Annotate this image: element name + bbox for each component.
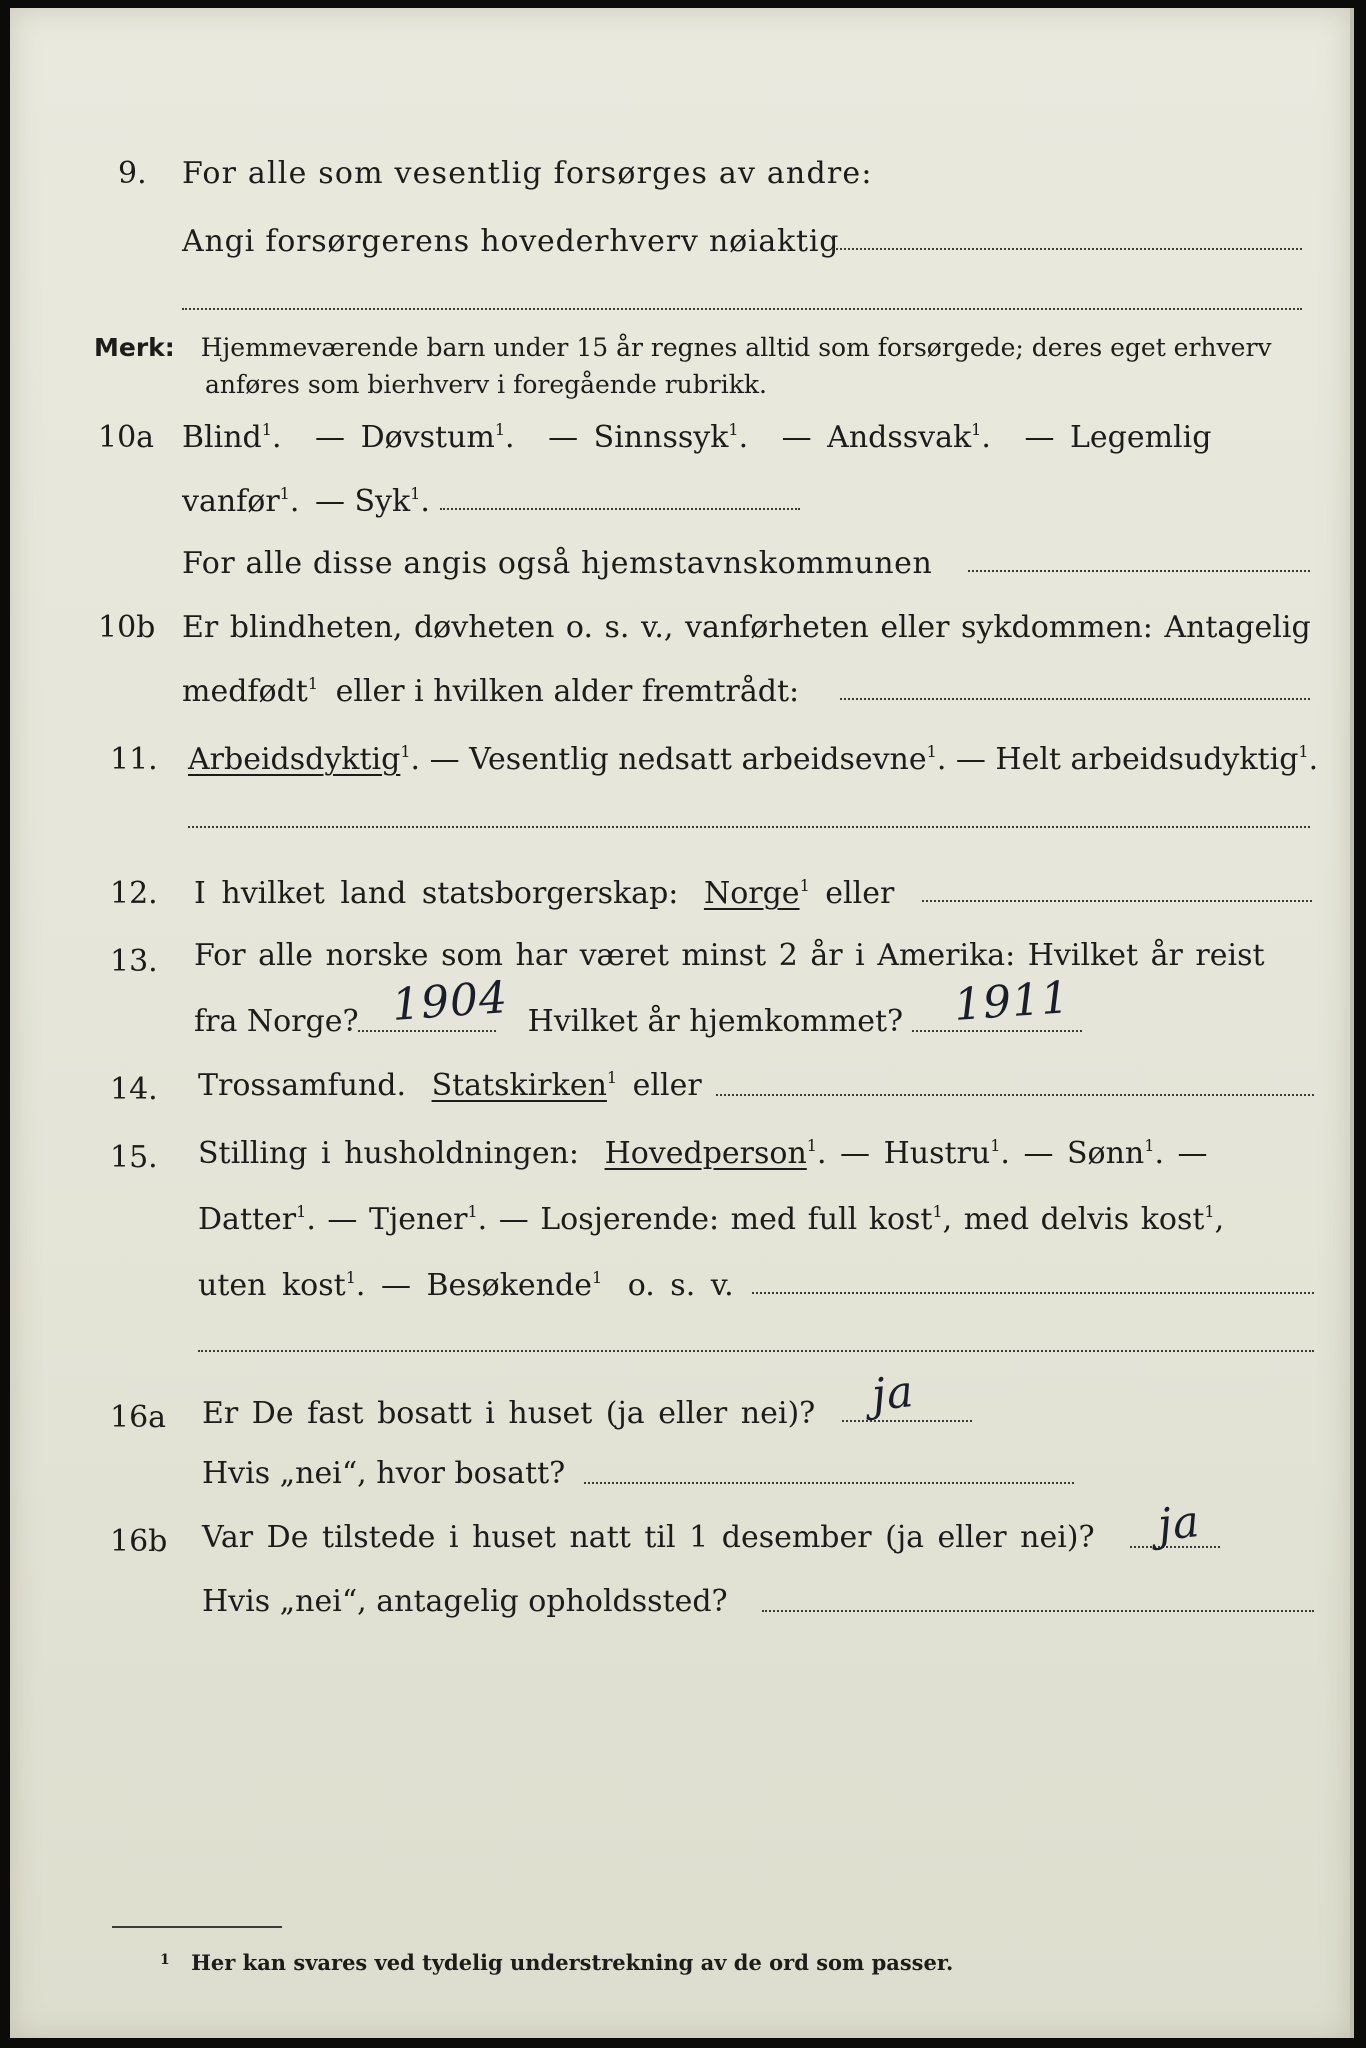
footnote-ref: 1 [261, 420, 272, 439]
q10b-alder-label: eller i hvilken alder fremtrådt: [335, 674, 800, 709]
option-legemlig[interactable]: — Legemlig [1024, 420, 1212, 455]
q9-line2: Angi forsørgerens hovederhverv nøiaktig [182, 224, 840, 259]
q12-line1 [194, 874, 894, 914]
q15-comma: , [1214, 1202, 1225, 1237]
q13-reist-line [358, 1030, 496, 1032]
q15-line2 [198, 1200, 1224, 1240]
option-tjener[interactable]: . — Tjener [306, 1202, 468, 1237]
q10a-kommune-line [968, 570, 1310, 572]
option-datter[interactable]: Datter [198, 1202, 297, 1237]
footnote-ref: 1 [971, 420, 982, 439]
footnote-ref: 1 [307, 674, 319, 693]
option-uten-kost[interactable]: uten kost [198, 1268, 346, 1303]
footnote-ref: 1 [345, 1268, 356, 1287]
q10a-line1: Blind$^1$. — Døvstum$^1$. — Sinnssyk$^1$. — Andssvak$^1$. — Legemlig [182, 420, 1212, 455]
option-hustru[interactable]: . — Hustru [816, 1136, 991, 1171]
footnote-ref: 1 [279, 484, 290, 503]
option-besokende[interactable]: . — Besøkende [355, 1268, 592, 1303]
q11-period: . [1308, 742, 1319, 777]
option-vanfor[interactable]: vanfør [182, 484, 280, 519]
footnote-ref: 1 [990, 1136, 1001, 1155]
q16a-line1: Er De fast bosatt i huset (ja eller nei)? [202, 1396, 816, 1431]
option-norge[interactable]: Norge [703, 876, 800, 911]
q14-line1 [198, 1066, 702, 1106]
merk-line1: Hjemmeværende barn under 15 år regnes alltid som forsørgede; deres eget erhverv [200, 333, 1272, 362]
q13-line2 [194, 1002, 903, 1042]
footnote-ref: 1 [1298, 742, 1309, 761]
option-full-kost[interactable]: . — Losjerende: med full kost [477, 1202, 933, 1237]
q13-reist-label: fra Norge? [194, 1004, 359, 1039]
option-statskirken[interactable]: Statskirken [431, 1068, 607, 1103]
option-blind[interactable]: Blind [182, 420, 262, 455]
q11-line1 [188, 740, 1318, 780]
option-medfodt[interactable]: medfødt [182, 674, 308, 709]
q10a-line3: For alle disse angis også hjemstavnskommunen [182, 546, 933, 581]
q12-eller: eller [825, 876, 895, 911]
q16a-number: 16a [110, 1400, 167, 1435]
q15-line3 [198, 1266, 734, 1306]
footnote-ref: 1 [1144, 1136, 1155, 1155]
q10b-line2 [182, 672, 799, 712]
q10a-number: 10a [98, 420, 155, 455]
q16a-bosatt-line [584, 1482, 1074, 1484]
q10a-answer-line [440, 508, 800, 510]
q14-number: 14. [110, 1072, 158, 1107]
q16a-answer-line [842, 1420, 972, 1422]
q16b-line1: Var De tilstede i huset natt til 1 desember (ja eller nei)? [202, 1520, 1095, 1555]
handwritten-answer-16a: ja [869, 1365, 917, 1422]
q13-hjem-label: Hvilket år hjemkommet? [527, 1004, 904, 1039]
merk-row-1 [94, 331, 1272, 365]
footnote-ref: 1 [591, 1268, 603, 1287]
merk-label: Merk: [94, 333, 175, 362]
q15-answer-line [752, 1292, 1314, 1294]
option-arbeidsudyktig[interactable]: . — Helt arbeidsudyktig [936, 742, 1299, 777]
footnote-ref: 1 [932, 1202, 943, 1221]
q12-answer-line [922, 900, 1312, 902]
q14-label: Trossamfund. [198, 1068, 407, 1103]
footnote-ref: 1 [926, 742, 937, 761]
merk-line2: anføres som bierhverv i foregående rubrikk. [205, 370, 767, 399]
option-sonn[interactable]: . — Sønn [1000, 1136, 1145, 1171]
q16a-line2: Hvis „nei“, hvor bosatt? [202, 1456, 566, 1491]
option-sinnssyk[interactable]: — Sinnssyk [548, 420, 729, 455]
q15-dash: . — [1154, 1136, 1208, 1171]
q14-eller: eller [632, 1068, 702, 1103]
footnote-ref: 1 [467, 1202, 478, 1221]
option-syk[interactable]: — Syk [314, 484, 411, 519]
q16b-number: 16b [110, 1524, 168, 1559]
handwritten-year-reist: 1904 [390, 972, 510, 1031]
footnote-ref: 1 [410, 484, 421, 503]
q12-label: I hvilket land statsborgerskap: [194, 876, 679, 911]
q15-osv: o. s. v. [627, 1268, 734, 1303]
q15-number: 15. [110, 1140, 158, 1175]
footnote-ref: 1 [296, 1202, 307, 1221]
footnote-ref: 1 [806, 1136, 817, 1155]
census-form-page [10, 8, 1354, 2038]
q10b-line1: Er blindheten, døvheten o. s. v., vanførheten eller sykdommen: Antagelig [182, 610, 1311, 645]
q15-line1 [198, 1134, 1208, 1174]
footnote-rule [112, 1926, 282, 1928]
q9-answer-line-2 [182, 308, 1302, 310]
q11-answer-line [188, 826, 1310, 828]
q9-number: 9. [118, 156, 147, 191]
footnote-ref: 1 [1204, 1202, 1215, 1221]
q16b-opholdssted-line [762, 1610, 1314, 1612]
q13-hjem-line [912, 1030, 1082, 1032]
q9-line1: For alle som vesentlig forsørges av andre: [182, 156, 873, 191]
footnote-ref: 1 [606, 1068, 618, 1087]
option-hovedperson[interactable]: Hovedperson [604, 1136, 807, 1171]
option-dovstum[interactable]: — Døvstum [315, 420, 495, 455]
q13-number: 13. [110, 944, 158, 979]
option-delvis-kost[interactable]: , med delvis kost [942, 1202, 1205, 1237]
q13-line1: For alle norske som har været minst 2 år i Amerika: Hvilket år reist [194, 938, 1265, 973]
footnote-ref: 1 [728, 420, 739, 439]
q14-answer-line [716, 1094, 1314, 1096]
q15-answer-line-2 [198, 1350, 1314, 1352]
q10b-answer-line [840, 698, 1310, 700]
q12-number: 12. [110, 876, 158, 911]
footnote-mark: 1 [160, 1952, 170, 1968]
q9-answer-line [832, 248, 1302, 250]
footnote-text: Her kan svares ved tydelig understrekning av de ord som passer. [191, 1950, 954, 1975]
option-arbeidsdyktig[interactable]: Arbeidsdyktig [188, 742, 401, 777]
option-andssvak[interactable]: — Andssvak [781, 420, 972, 455]
q10b-number: 10b [98, 610, 156, 645]
handwritten-year-hjemkommet: 1911 [952, 972, 1072, 1031]
q11-number: 11. [110, 742, 158, 777]
footnote [160, 1940, 953, 1983]
option-nedsatt-arbeidsevne[interactable]: . — Vesentlig nedsatt arbeidsevne [410, 742, 927, 777]
q16b-line2: Hvis „nei“, antagelig opholdssted? [202, 1584, 728, 1619]
footnote-ref: 1 [494, 420, 506, 439]
q10a-line2: vanfør$^1$. — Syk$^1$. [182, 484, 430, 519]
handwritten-answer-16b: ja [1155, 1495, 1203, 1552]
footnote-ref: 1 [799, 876, 810, 895]
q15-label: Stilling i husholdningen: [198, 1136, 580, 1171]
footnote-ref: 1 [400, 742, 411, 761]
